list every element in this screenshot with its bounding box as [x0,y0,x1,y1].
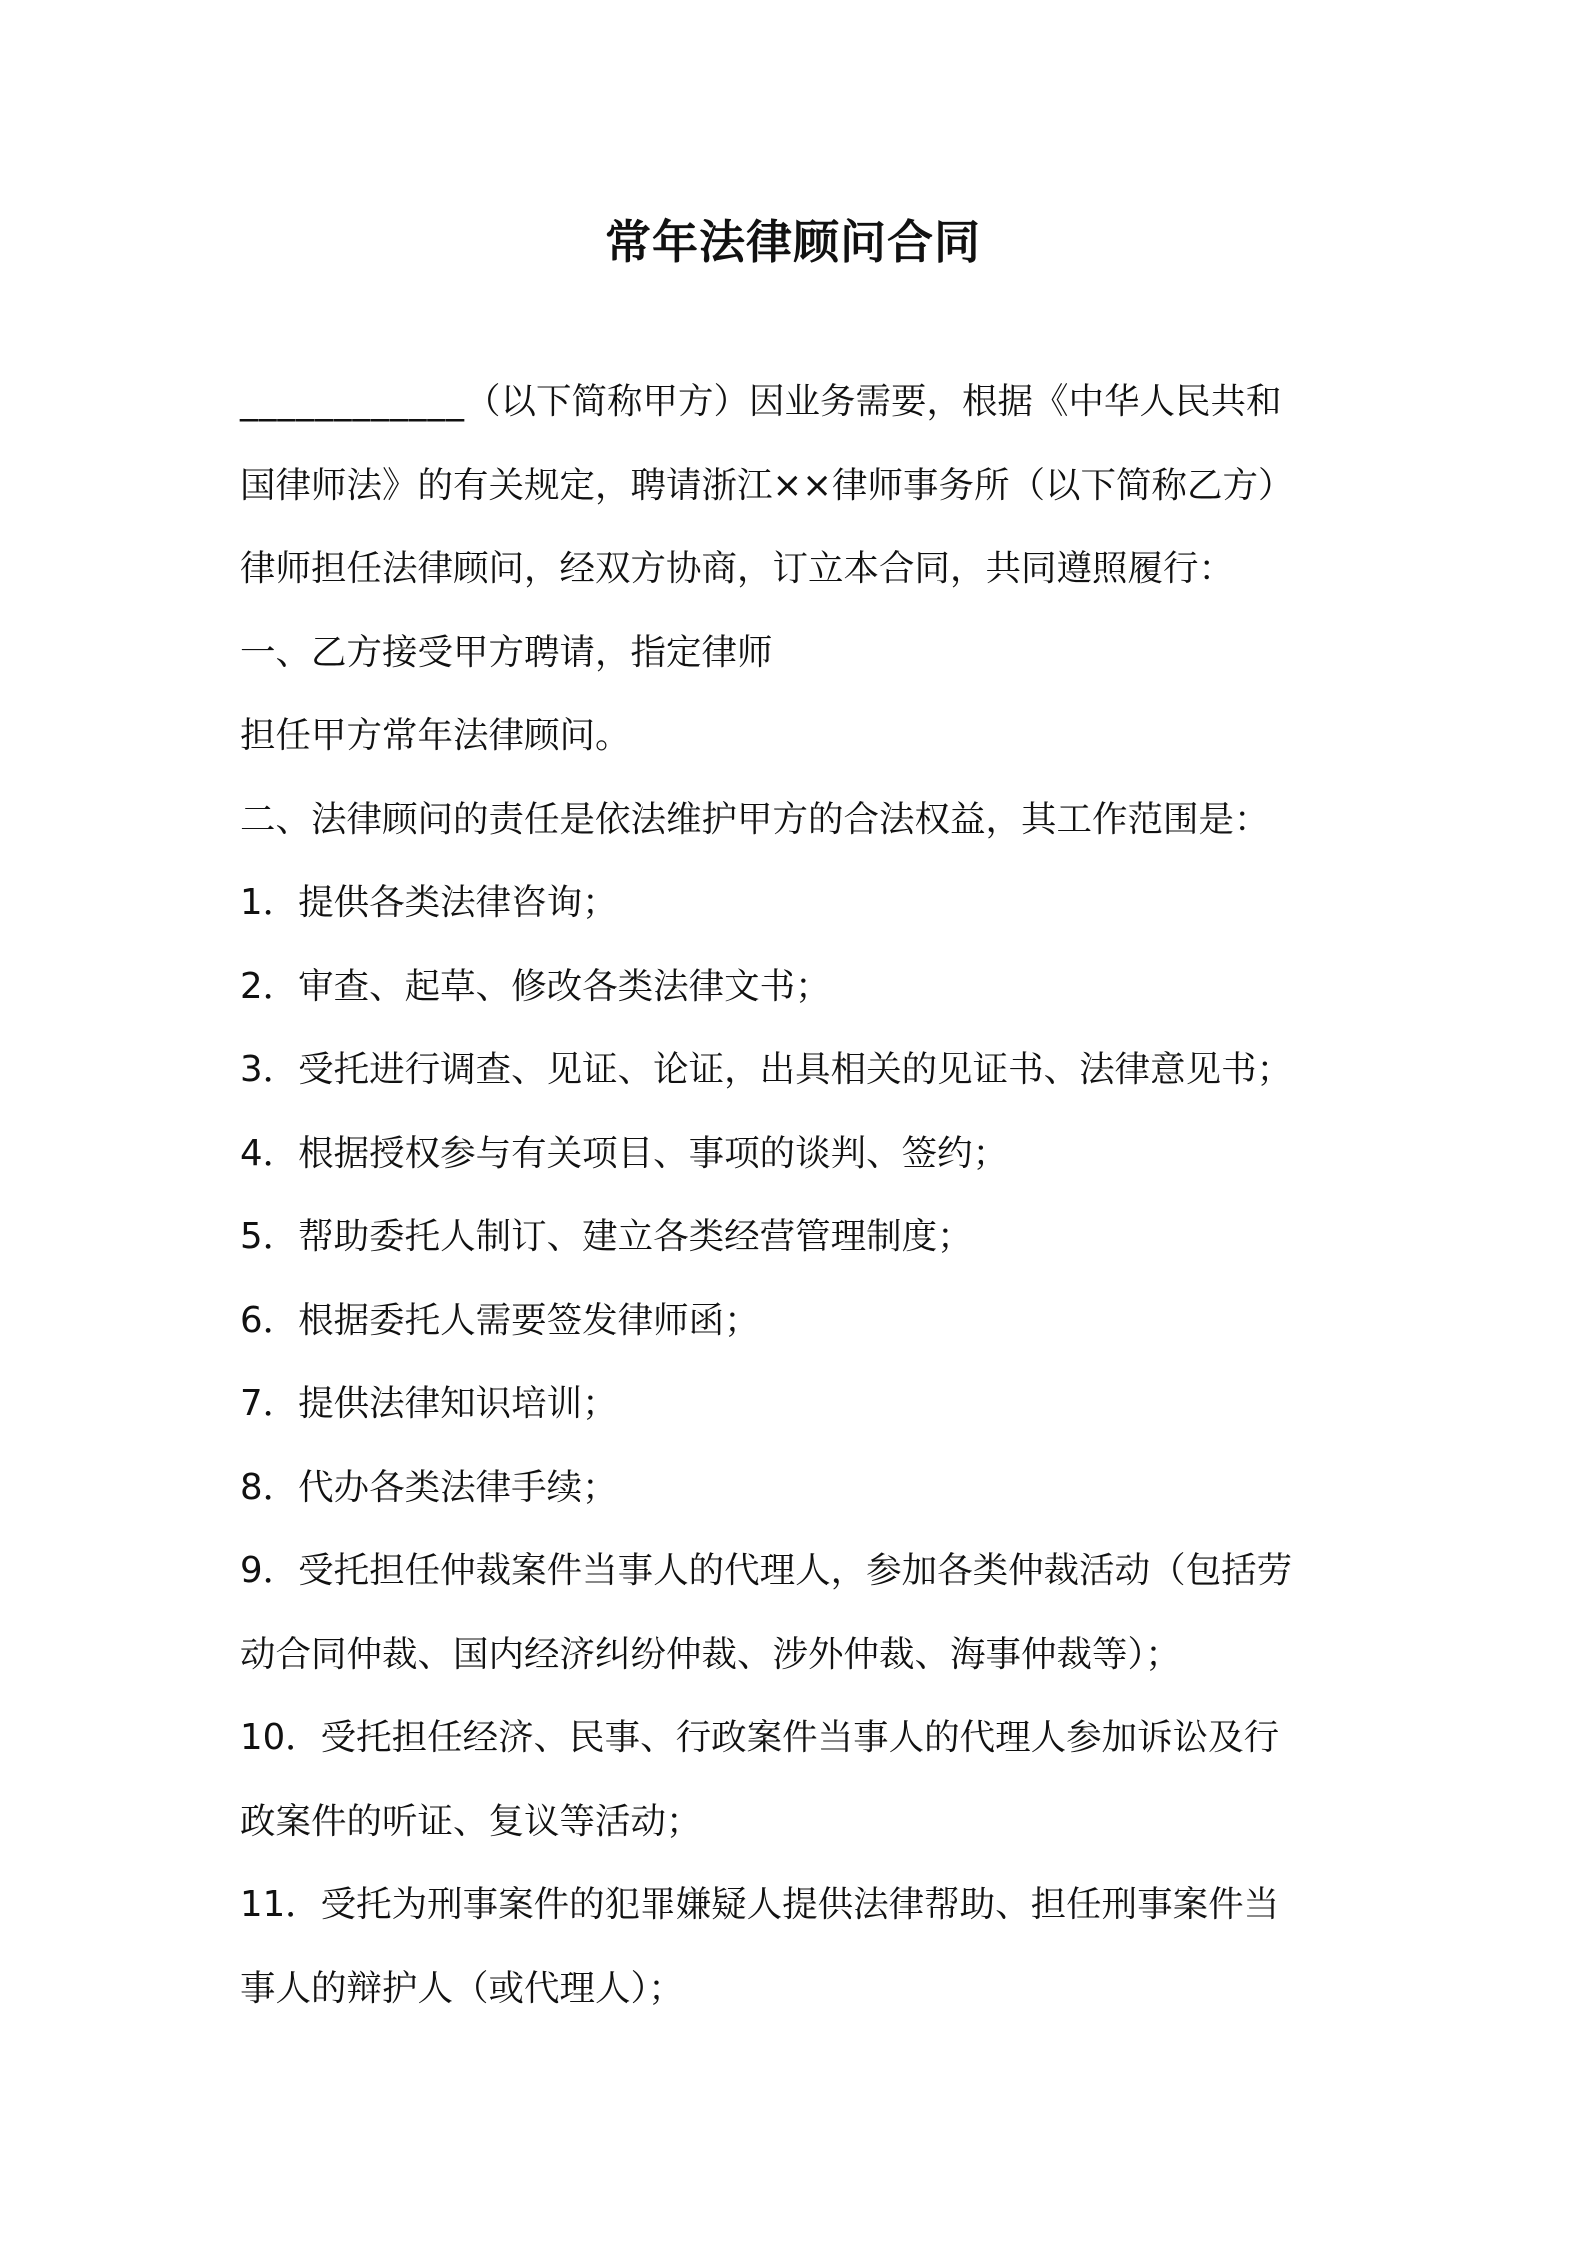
clause-line: 动合同仲裁、国内经济纠纷仲裁、涉外仲裁、海事仲裁等）； [240,1633,1181,1675]
intro-line-2: 国律师法》的有关规定，聘请浙江××律师事务所（以下简称乙方） [240,464,1294,506]
clause-line: 政案件的听证、复议等活动； [240,1800,702,1842]
document-title: 常年法律顾问合同 [605,215,981,269]
clause-line: 2．审查、起草、修改各类法律文书； [240,965,831,1007]
clause-line: 10．受托担任经济、民事、行政案件当事人的代理人参加诉讼及行 [240,1717,1280,1758]
clause-line: 5．帮助委托人制订、建立各类经营管理制度； [240,1216,973,1257]
intro-line-1 [240,360,1350,444]
contract-body [240,360,1350,2030]
clause-line: 7．提供法律知识培训； [240,1383,618,1424]
party-a-blank: ____________ [240,381,465,422]
intro-line-3: 律师担任法律顾问，经双方协商，订立本合同，共同遵照履行： [240,548,1235,589]
clause-line: 一、乙方接受甲方聘请，指定律师 [240,631,773,673]
clause-line: 6．根据委托人需要签发律师函； [240,1299,760,1341]
clause-line: 1．提供各类法律咨询； [240,882,618,923]
clause-line: 担任甲方常年法律顾问。 [240,715,631,756]
clause-line: 3．受托进行调查、见证、论证，出具相关的见证书、法律意见书； [240,1049,1293,1090]
intro-line-1-text: （以下简称甲方）因业务需要，根据《中华人民共和 [465,381,1282,422]
clause-line: 二、法律顾问的责任是依法维护甲方的合法权益，其工作范围是： [240,798,1270,840]
clause-line: 9．受托担任仲裁案件当事人的代理人，参加各类仲裁活动（包括劳 [240,1550,1293,1591]
clause-line: 11．受托为刑事案件的犯罪嫌疑人提供法律帮助、担任刑事案件当 [240,1884,1280,1925]
clause-line: 事人的辩护人（或代理人）； [240,1967,684,2009]
clause-line: 8．代办各类法律手续； [240,1466,618,1508]
clause-line: 4．根据授权参与有关项目、事项的谈判、签约； [240,1132,1009,1174]
